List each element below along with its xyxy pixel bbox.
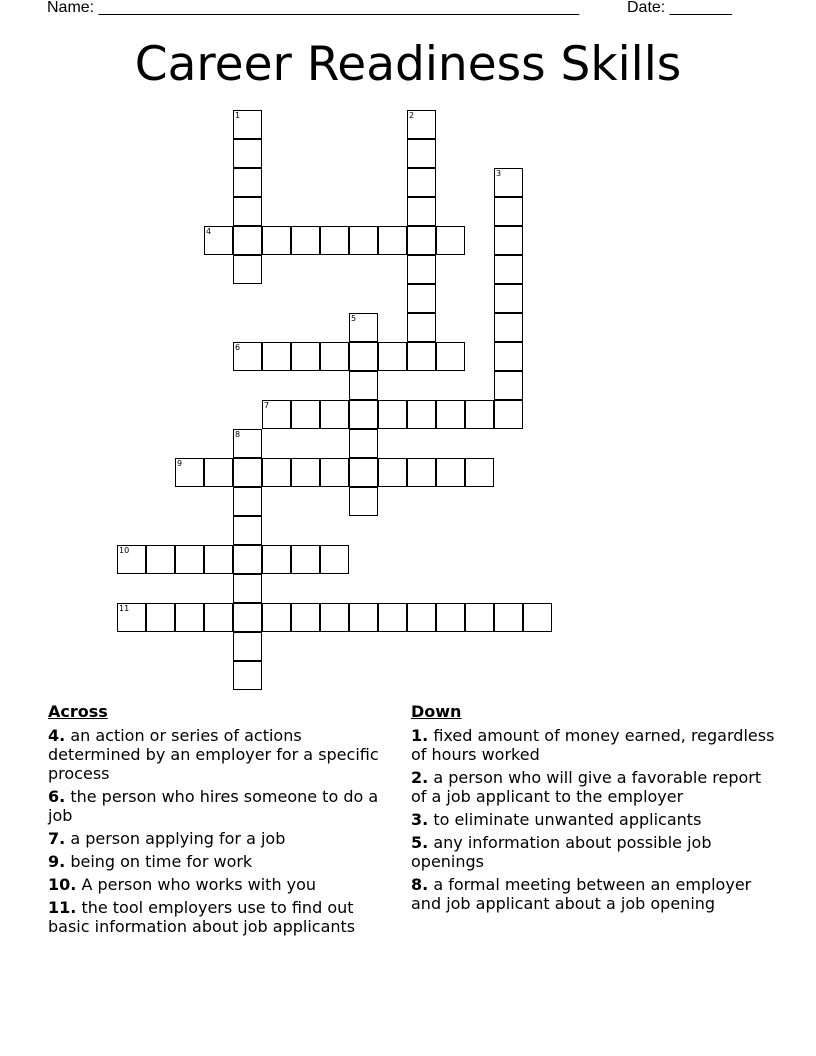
grid-cell[interactable]	[262, 342, 291, 371]
grid-cell[interactable]	[407, 110, 436, 139]
across-heading: Across	[48, 702, 108, 721]
grid-cell[interactable]	[291, 458, 320, 487]
grid-cell[interactable]	[233, 574, 262, 603]
grid-cell[interactable]	[233, 197, 262, 226]
clue-text: A person who works with you	[81, 875, 317, 894]
grid-cell[interactable]	[494, 255, 523, 284]
grid-cell[interactable]	[465, 458, 494, 487]
grid-cell[interactable]	[407, 342, 436, 371]
grid-cell[interactable]	[204, 603, 233, 632]
grid-cell[interactable]	[407, 168, 436, 197]
grid-cell[interactable]	[262, 458, 291, 487]
grid-cell[interactable]	[233, 342, 262, 371]
clue-number: 8	[235, 430, 241, 439]
down-clue	[411, 810, 776, 829]
clue-number: 3	[496, 169, 502, 178]
across-clue	[48, 875, 398, 894]
clue-text: any information about possible job openings	[411, 833, 712, 871]
grid-cell[interactable]	[233, 487, 262, 516]
grid-cell[interactable]	[378, 458, 407, 487]
grid-cell[interactable]	[175, 545, 204, 574]
grid-cell[interactable]	[233, 661, 262, 690]
clue-text: fixed amount of money earned, regardless of hours worked	[411, 726, 775, 764]
grid-cell[interactable]	[494, 603, 523, 632]
grid-cell[interactable]	[436, 342, 465, 371]
grid-cell[interactable]	[175, 603, 204, 632]
clue-number-label: 7.	[48, 829, 66, 848]
clue-number-label: 5.	[411, 833, 429, 852]
grid-cell[interactable]	[349, 400, 378, 429]
grid-cell[interactable]	[407, 197, 436, 226]
grid-cell[interactable]	[320, 603, 349, 632]
grid-cell[interactable]	[494, 226, 523, 255]
grid-cell[interactable]	[146, 603, 175, 632]
clue-number-label: 10.	[48, 875, 77, 894]
grid-cell[interactable]	[204, 226, 233, 255]
grid-cell[interactable]	[407, 400, 436, 429]
grid-cell[interactable]	[436, 458, 465, 487]
clue-number-label: 11.	[48, 898, 77, 917]
grid-cell[interactable]	[349, 371, 378, 400]
grid-cell[interactable]	[378, 342, 407, 371]
clue-number-label: 8.	[411, 875, 429, 894]
grid-cell[interactable]	[291, 400, 320, 429]
across-clue	[48, 898, 398, 936]
down-clue	[411, 833, 776, 871]
grid-cell[interactable]	[349, 226, 378, 255]
grid-cell[interactable]	[494, 313, 523, 342]
grid-cell[interactable]	[349, 342, 378, 371]
grid-cell[interactable]	[233, 139, 262, 168]
across-clue-list	[48, 726, 398, 936]
grid-cell[interactable]	[117, 603, 146, 632]
clue-number: 4	[206, 227, 212, 236]
grid-cell[interactable]	[262, 603, 291, 632]
grid-cell[interactable]	[320, 458, 349, 487]
grid-cell[interactable]	[320, 545, 349, 574]
across-clue	[48, 829, 398, 848]
across-clue	[48, 852, 398, 871]
clue-number: 10	[119, 546, 130, 555]
grid-cell[interactable]	[465, 603, 494, 632]
clue-number: 5	[351, 314, 357, 323]
grid-cell[interactable]	[349, 603, 378, 632]
date-field-label[interactable]: Date: _______	[627, 0, 732, 16]
clue-number: 9	[177, 459, 183, 468]
grid-cell[interactable]	[320, 226, 349, 255]
across-clues	[48, 702, 398, 940]
clue-number-label: 9.	[48, 852, 66, 871]
grid-cell[interactable]	[494, 342, 523, 371]
grid-cell[interactable]	[494, 197, 523, 226]
grid-cell[interactable]	[494, 400, 523, 429]
grid-cell[interactable]	[233, 226, 262, 255]
grid-cell[interactable]	[494, 371, 523, 400]
clue-number: 1	[235, 111, 241, 120]
clue-number: 2	[409, 111, 415, 120]
grid-cell[interactable]	[349, 313, 378, 342]
clue-number-label: 1.	[411, 726, 429, 745]
clue-text: to eliminate unwanted applicants	[433, 810, 702, 829]
clue-text: the tool employers use to find out basic information about job applicants	[48, 898, 356, 936]
grid-cell[interactable]	[262, 226, 291, 255]
page-title: Career Readiness Skills	[134, 37, 682, 92]
grid-cell[interactable]	[175, 458, 204, 487]
grid-cell[interactable]	[262, 400, 291, 429]
clue-text: being on time for work	[70, 852, 253, 871]
grid-cell[interactable]	[407, 226, 436, 255]
grid-cell[interactable]	[349, 458, 378, 487]
down-clues	[411, 702, 776, 917]
grid-cell[interactable]	[407, 603, 436, 632]
grid-cell[interactable]	[291, 603, 320, 632]
down-clue	[411, 875, 776, 913]
clue-number-label: 4.	[48, 726, 66, 745]
grid-cell[interactable]	[291, 342, 320, 371]
grid-cell[interactable]	[407, 284, 436, 313]
grid-cell[interactable]	[204, 545, 233, 574]
grid-cell[interactable]	[320, 400, 349, 429]
grid-cell[interactable]	[233, 255, 262, 284]
clue-text: an action or series of actions determined by an employer for a specific process	[48, 726, 379, 783]
down-heading: Down	[411, 702, 462, 721]
grid-cell[interactable]	[407, 313, 436, 342]
grid-cell[interactable]	[233, 110, 262, 139]
grid-cell[interactable]	[523, 603, 552, 632]
clue-text: the person who hires someone to do a job	[48, 787, 379, 825]
grid-cell[interactable]	[233, 603, 262, 632]
clue-number: 7	[264, 401, 270, 410]
grid-cell[interactable]	[291, 226, 320, 255]
grid-cell[interactable]	[146, 545, 175, 574]
grid-cell[interactable]	[465, 400, 494, 429]
clue-number-label: 6.	[48, 787, 66, 806]
grid-cell[interactable]	[378, 603, 407, 632]
clue-text: a person who will give a favorable report of a job applicant to the employer	[411, 768, 762, 806]
grid-cell[interactable]	[407, 458, 436, 487]
clue-number-label: 2.	[411, 768, 429, 787]
grid-cell[interactable]	[407, 255, 436, 284]
grid-cell[interactable]	[233, 429, 262, 458]
grid-cell[interactable]	[204, 458, 233, 487]
grid-cell[interactable]	[233, 516, 262, 545]
grid-cell[interactable]	[349, 429, 378, 458]
grid-cell[interactable]	[494, 168, 523, 197]
grid-cell[interactable]	[378, 400, 407, 429]
grid-cell[interactable]	[233, 632, 262, 661]
grid-cell[interactable]	[233, 458, 262, 487]
grid-cell[interactable]	[233, 545, 262, 574]
grid-cell[interactable]	[436, 226, 465, 255]
across-clue	[48, 787, 398, 825]
grid-cell[interactable]	[291, 545, 320, 574]
clue-number: 11	[119, 604, 130, 613]
grid-cell[interactable]	[494, 284, 523, 313]
grid-cell[interactable]	[320, 342, 349, 371]
clue-text: a person applying for a job	[70, 829, 286, 848]
down-clue	[411, 768, 776, 806]
clue-text: a formal meeting between an employer and job applicant about a job opening	[411, 875, 752, 913]
across-clue	[48, 726, 398, 783]
name-field-label[interactable]: Name: ______________________________________________________	[47, 0, 580, 16]
down-clue-list	[411, 726, 776, 913]
grid-cell[interactable]	[262, 545, 291, 574]
down-clue	[411, 726, 776, 764]
grid-cell[interactable]	[407, 139, 436, 168]
grid-cell[interactable]	[349, 487, 378, 516]
clue-number: 6	[235, 343, 241, 352]
grid-cell[interactable]	[233, 168, 262, 197]
grid-cell[interactable]	[378, 226, 407, 255]
grid-cell[interactable]	[117, 545, 146, 574]
grid-cell[interactable]	[436, 400, 465, 429]
grid-cell[interactable]	[436, 603, 465, 632]
clue-number-label: 3.	[411, 810, 429, 829]
